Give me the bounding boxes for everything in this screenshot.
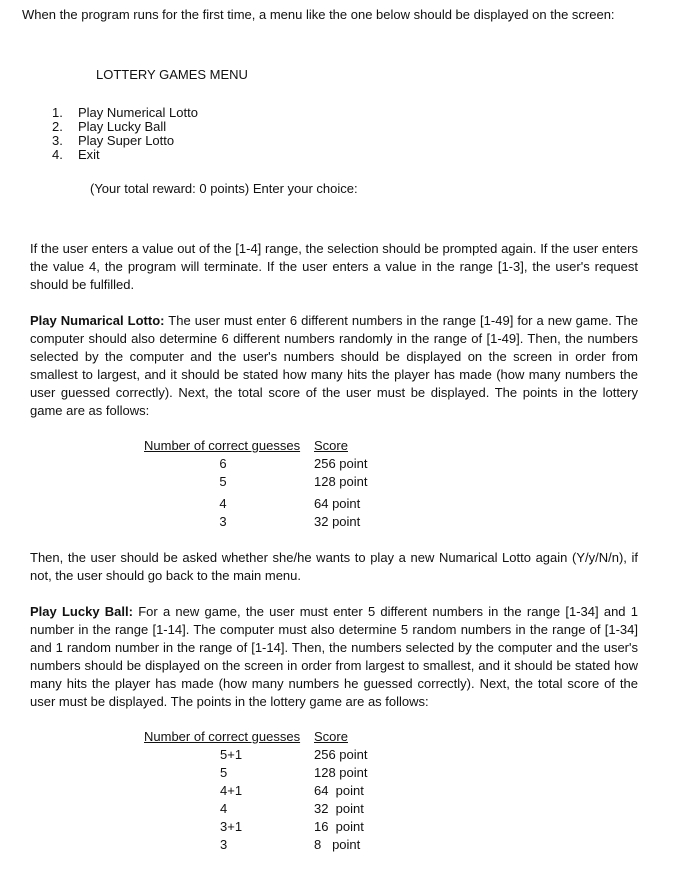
guesses-header: Number of correct guesses: [144, 438, 301, 453]
numerical-body: The user must enter 6 different numbers in the range [1-49] for a new game. The computer should also determine 6 different numbers randomly in the range of [1-49]. Then, the numbers selected by the computer and the user's numbers should be displayed on the screen in order from smallest to largest, and it should be stated how many hits the player has made (how many numbers the user guessed correctly). Next, the total score of the user must be displayed. The points in the lottery game are as follows:: [30, 313, 638, 418]
lucky-body: For a new game, the user must enter 5 different numbers in the range [1-34] and 1 number in the range [1-14]. The computer must also determine 5 random numbers in the range of [1-34] and 1 random number in the range of [1-14]. Then, the numbers selected by the computer and the user's numbers should be displayed on the screen in order from largest to smallest, and it should be stated how many hits the player has made (how many numbers he guessed correctly). Next, the total score of the user must be displayed. The points in the lottery game are as follows:: [30, 604, 638, 709]
numerical-after-paragraph: Then, the user should be asked whether she/he wants to play a new Numarical Lotto again (Y/y/N/n), if not, the user should go back to the main menu.: [30, 550, 638, 583]
score-cell: 32 point: [314, 801, 364, 816]
score-cell: 256 point: [314, 456, 368, 471]
guesses-cell: 3: [220, 837, 228, 852]
menu-item: [52, 106, 198, 120]
menu-item-number: 3.: [52, 133, 63, 148]
guesses-header: Number of correct guesses: [144, 729, 301, 744]
menu-item-label: Play Numerical Lotto: [78, 105, 198, 120]
menu-item-label: Exit: [78, 147, 100, 162]
menu-prompt: (Your total reward: 0 points) Enter your choice:: [90, 181, 358, 196]
lucky-heading: Play Lucky Ball:: [30, 604, 133, 619]
menu-item: [52, 120, 198, 134]
score-cell: 32 point: [314, 514, 361, 529]
lucky-score-table: [144, 728, 384, 854]
menu-title: LOTTERY GAMES MENU: [96, 67, 248, 82]
guesses-cell: 5: [220, 765, 228, 780]
guesses-cell: 3+1: [220, 819, 243, 834]
guesses-cell: 3: [219, 514, 227, 529]
score-header: Score: [314, 438, 348, 453]
menu-item-number: 2.: [52, 119, 63, 134]
guesses-cell: 4: [219, 496, 227, 511]
numerical-score-table: [144, 437, 384, 531]
menu-list: [52, 106, 198, 162]
score-cell: 8 point: [314, 837, 361, 852]
menu-item: [52, 148, 198, 162]
menu-item-number: 1.: [52, 105, 63, 120]
score-cell: 256 point: [314, 747, 368, 762]
score-cell: 16 point: [314, 819, 364, 834]
guesses-cell: 5: [219, 474, 227, 489]
guesses-cell: 5+1: [220, 747, 243, 762]
numerical-paragraph: [30, 312, 638, 420]
range-paragraph: If the user enters a value out of the [1-4] range, the selection should be prompted again. If the user enters the value 4, the program will terminate. If the user enters a value in the range [1-3], the user's request should be fulfilled.: [30, 241, 638, 292]
guesses-cell: 4: [220, 801, 228, 816]
menu-item-label: Play Lucky Ball: [78, 119, 167, 134]
guesses-cell: 4+1: [220, 783, 243, 798]
score-cell: 128 point: [314, 474, 368, 489]
score-cell: 128 point: [314, 765, 368, 780]
lucky-paragraph: [30, 603, 638, 711]
menu-item-number: 4.: [52, 147, 63, 162]
score-cell: 64 point: [314, 496, 361, 511]
score-header: Score: [314, 729, 348, 744]
intro-text: When the program runs for the first time, a menu like the one below should be displayed on the screen:: [22, 7, 615, 22]
guesses-cell: 6: [219, 456, 227, 471]
menu-item: [52, 134, 198, 148]
score-cell: 64 point: [314, 783, 364, 798]
numerical-heading: Play Numarical Lotto:: [30, 313, 165, 328]
menu-item-label: Play Super Lotto: [78, 133, 175, 148]
